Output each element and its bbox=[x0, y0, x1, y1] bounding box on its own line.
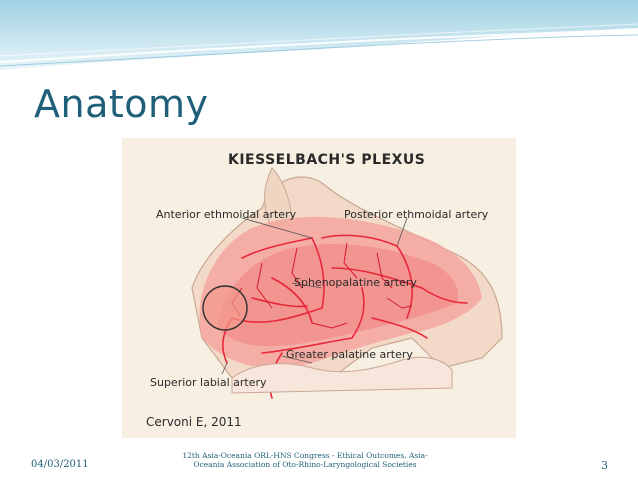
slide-title: Anatomy bbox=[34, 82, 209, 126]
footer-date: 04/03/2011 bbox=[31, 459, 89, 470]
footer-conference-line1: 12th Asia-Oceania ORL-HNS Congress - Ethical Outcomes, Asia- bbox=[182, 451, 428, 460]
header-band bbox=[0, 0, 638, 80]
footer-conference bbox=[180, 451, 430, 469]
kiesselbach-plexus-illustration bbox=[122, 138, 516, 438]
figure-credit: Cervoni E, 2011 bbox=[146, 415, 242, 429]
figure-heading: KIESSELBACH'S PLEXUS bbox=[228, 152, 426, 168]
footer-conference-line2: Oceania Association of Oto-Rhino-Laryngological Societies bbox=[193, 460, 417, 469]
label-anterior-ethmoidal-artery: Anterior ethmoidal artery bbox=[156, 208, 297, 221]
label-superior-labial-artery: Superior labial artery bbox=[150, 376, 267, 389]
label-sphenopalatine-artery: Sphenopalatine artery bbox=[294, 276, 417, 289]
label-posterior-ethmoidal-artery: Posterior ethmoidal artery bbox=[344, 208, 489, 221]
label-greater-palatine-artery: Greater palatine artery bbox=[286, 348, 413, 361]
page-number: 3 bbox=[601, 459, 608, 472]
